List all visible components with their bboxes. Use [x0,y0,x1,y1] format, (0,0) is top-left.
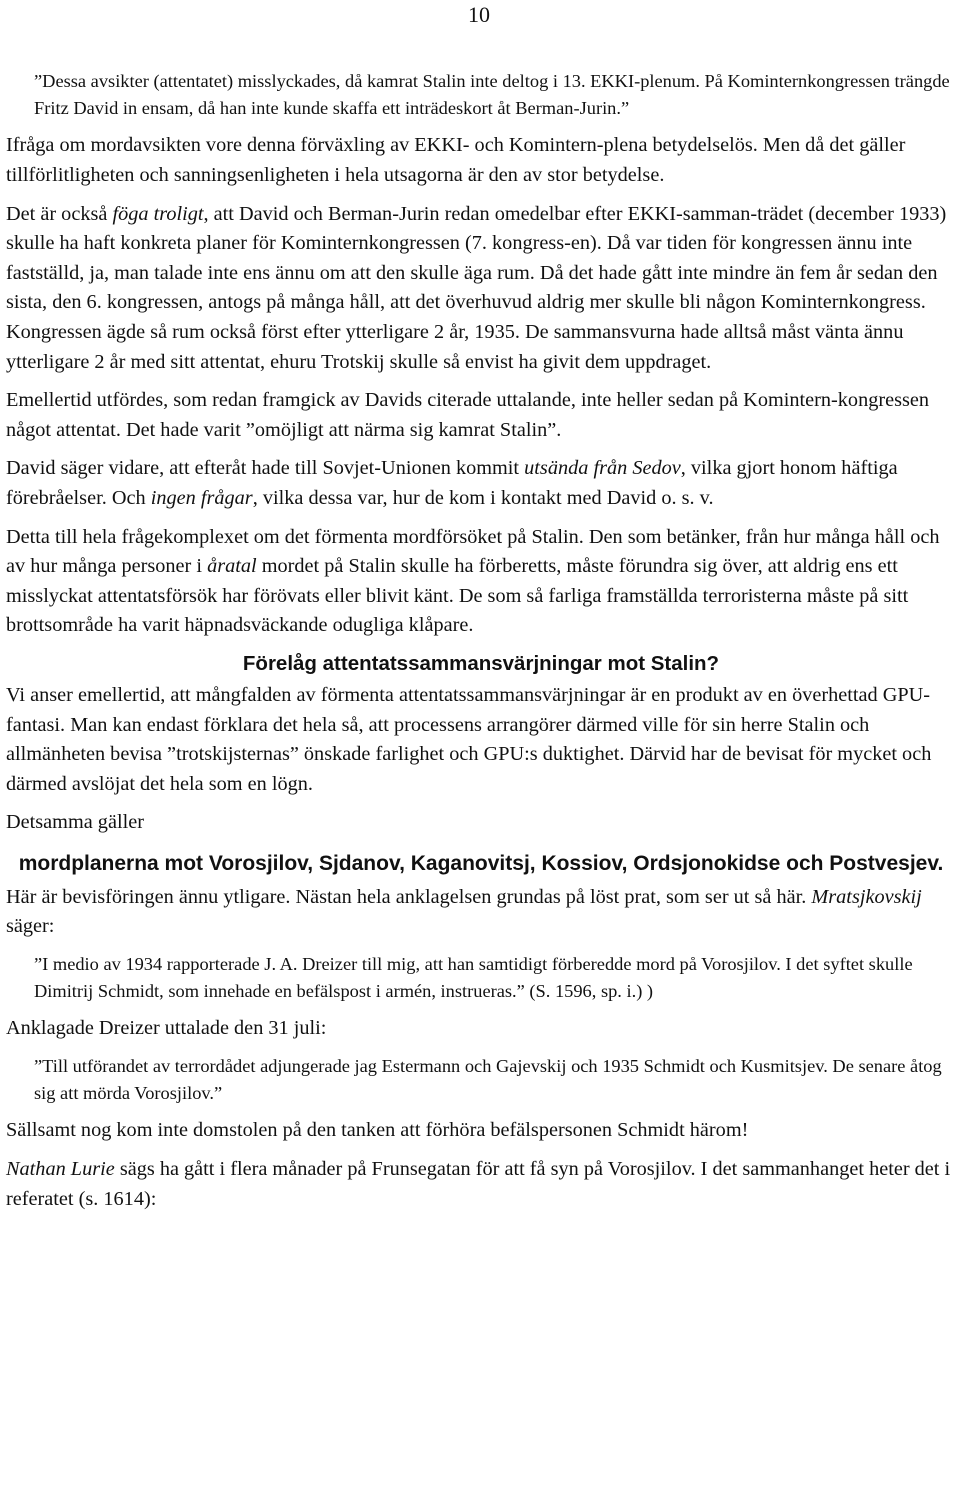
paragraph-sallsamt: Sällsamt nog kom inte domstolen på den tanken att förhöra befälspersonen Schmidt härom! [6,1119,749,1142]
text-span: Detta till hela frågekomplexet om det förmenta mordförsöket på Stalin. Den som betänker, från hur många håll och av hur många personer i [6,525,940,578]
text-span: , vilka dessa var, hur de kom i kontakt med David o. s. v. [252,486,714,509]
paragraph-bevisforingen [6,883,956,942]
page-number: 10 [468,2,490,27]
paragraph-gpu-fantasi: Vi anser emellertid, att mångfalden av förmenta attentatssammansvärjningar är en produkt av en överhettad GPU-fantasi. Man kan endast förklara det hela så, att processens arrangörer därmed ville för sin herre Stalin och allmänheten bevisa ”trotskijsternas” önskade farlighet och GPU:s duktighet. Därvid har de bevisat för mycket och därmed avslöjat det hela som en lögn. [6,683,932,795]
emphasis-text: Mratsjkovskij [811,885,922,908]
section-heading-attentatssammansvarjningar: Förelåg attentatssammansvärjningar mot Stalin? [242,651,720,675]
paragraph-nathan-lurie [6,1155,956,1214]
document-body [6,68,956,1223]
emphasis-text: åratal [207,555,257,578]
text-span: , vilka gjort honom häftiga förebråelser. Och [6,457,898,509]
paragraph-david-sager [6,454,956,513]
quote-dreizer: ”Till utförandet av terrordådet adjungerade jag Estermann och Gajevskij och 1935 Schmidt och Kusmitsjev. De senare åtog sig att mörda Vorosjilov.” [34,1056,942,1104]
emphasis-text: Nathan Lurie [6,1158,115,1181]
emphasis-text: ingen frågar [150,486,253,509]
quote-mratsjkovskij: ”I medio av 1934 rapporterade J. A. Dreizer till mig, att han samtidigt förberedde mord på Vorosjilov. I det syftet skulle Dimitrij Schmidt, som innehade en befälspost i armén, instrueras.” (S. 1596, sp. i.) ) [34,954,913,1002]
paragraph-emellertid: Emellertid utfördes, som redan framgick av Davids citerade uttalande, inte heller sedan på Komintern-kongressen något attentat. Det hade varit ”omöjligt att närma sig kamrat Stalin”. [6,389,930,441]
emphasis-text: utsända från Sedov [524,457,681,480]
section-heading-mordplanerna: mordplanerna mot Vorosjilov, Sjdanov, Kaganovitsj, Kossiov, Ordsjonokidse och Postvesjev. [18,851,944,875]
paragraph-fragekomplexet [6,523,956,641]
paragraph-mordavsikten: Ifråga om mordavsikten vore denna förväxling av EKKI- och Komintern-plena betydelselös. Men då det gäller tillförlitligheten och sanningsenligheten i hela utsagorna är den av stor betydelse. [6,134,906,186]
text-span: säger: [6,915,55,938]
text-span: mordet på Stalin skulle ha förberetts, måste förundra sig över, att aldrig ens ett misslyckat attentatsförsök har förövats eller blivit känt. De som så farliga framställda terroristerna måste på sitt brottsområde ha varit häpnadsväckande odugliga klåpare. [6,555,909,637]
text-span: Det är också [6,202,113,225]
text-span: , att David och Berman-Jurin redan omedelbar efter EKKI-samman-trädet (december 1933) skulle ha haft konkreta planer för Kominternkongressen (7. kongress-en). Då var tiden för kongressen ännu inte fastställd, ja, man talade inte ens ännu om att den skulle äga rum. Då det hade gått inte mindre än fem år sedan den sista, den 6. kongressen, antogs på många håll, att det överhuvud aldrig mer skulle bli någon Kominternkongress. Kongressen ägde så rum också först efter ytterligare 2 år, 1935. De sammansvurna hade alltså måst vänta ännu ytterligare 2 år med sitt attentat, ehuru Trotskij skulle så envist ha givit dem uppdraget. [6,202,947,373]
text-span: sägs ha gått i flera månader på Frunsegatan för att få syn på Vorosjilov. I det sammanhanget heter det i referatet (s. 1614): [6,1158,951,1210]
paragraph-detsamma-galler: Detsamma gäller [6,811,144,834]
emphasis-text: föga troligt [112,202,204,225]
paragraph-foga-troligt [6,200,956,378]
quote-david-kominternkongressen: ”Dessa avsikter (attentatet) misslyckades, då kamrat Stalin inte deltog i 13. EKKI-plenum. På Kominternkongressen trängde Fritz David in ensam, då han inte kunde skaffa ett inträdeskort åt Berman-Jurin.” [34,71,950,119]
text-span: Här är bevisföringen ännu ytligare. Nästan hela anklagelsen grundas på löst prat, som ser ut så här. [6,885,812,908]
paragraph-dreizer-uttalade: Anklagade Dreizer uttalade den 31 juli: [6,1017,327,1040]
text-span: David säger vidare, att efteråt hade till Sovjet-Unionen kommit [6,457,525,480]
